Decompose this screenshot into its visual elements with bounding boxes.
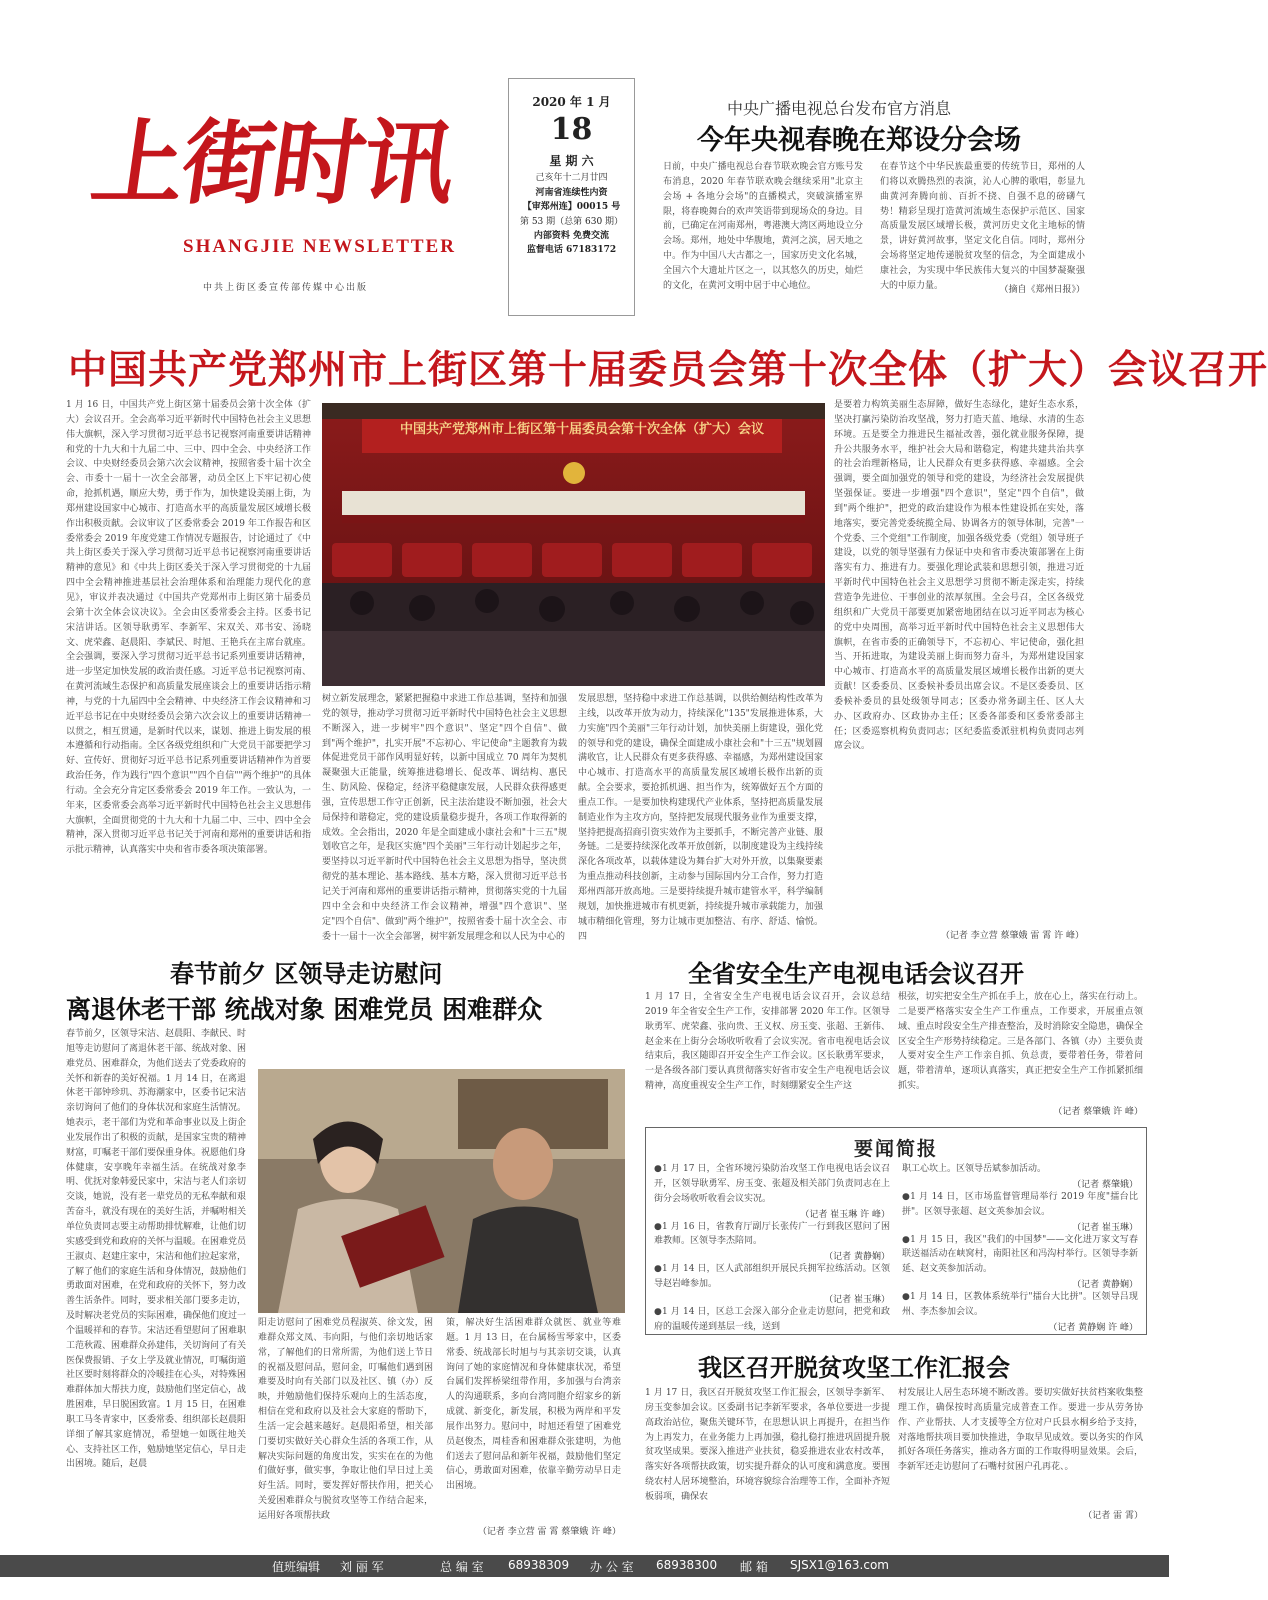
main-col2: 树立新发展理念，紧紧把握稳中求进工作总基调，坚持和加强党的领导，推动学习贯彻习近平新时代中国特色社会主义思想不断深入，进一步树牢"四个意识"、坚定"四个自信"、做到"两个维护"，扎实开展"不忘初心、牢记使命"主题教育为载体促进党员干部作风明显好转，以新中国成立 70 周年为契机凝聚强大正能量，统筹推进稳增长、促改革、调结构、惠民生、防风险、保稳定，经济平稳健康发展，人民群众获得感更强，宣传思想工作守正创新，民主法治建设不断加强，社会大局保持和谐稳定，党的建设质量稳步提升，各项工作取得新的成效。全会指出，2020 年是全面建成小康社会和"十三五"规划收官之年，是我区实施"四个美丽"三年行动计划起步之年，要坚持以习近平新时代中国特色社会主义思想为指导，坚决贯彻党的基本理论、基本路线、基本方略，深入贯彻习近平总书记关于河南和郑州的重要讲话指示精神，贯彻落实党的十九届四中全会和中央经济工作会议精神，增强"四个意识"、坚定"四个自信"、做到"两个维护"，按照省委十届十次全会、市委十一届十一次全会部署，树牢新发展理念和以人民为中心的: [322, 694, 567, 942]
brief-item: [902, 1233, 1138, 1291]
safety-byline: （记者 蔡肇娥 许 峰）: [1053, 1107, 1143, 1117]
visit-headline-2: 离退休老干部 统战对象 困难党员 困难群众: [66, 995, 543, 1024]
footer-editor-label: 值班编辑: [272, 1560, 321, 1574]
issue-year-month: 2020 年 1 月: [532, 95, 611, 109]
safety-headline: 全省安全生产电视电话会议召开: [688, 959, 1024, 988]
briefs-right-column: [902, 1162, 1138, 1333]
brief-item: [902, 1190, 1138, 1233]
safety-col2: 根弦，切实把安全生产抓在手上，放在心上，落实在行动上。二是要严格落实安全生产工作重点，工作要求，开展重点领域、重点时段安全生产排查整治，及时消除安全隐患，确保全区安全生产形势持续稳定。三是各部门、各镇（办）主要负责人要对安全生产工作亲自抓、负总责，要带着任务，带着问题，带着清单，逐项认真落实，真正把安全生产工作抓紧抓细抓实。: [898, 992, 1143, 1092]
visit-photo: [258, 1069, 625, 1313]
cctv-kicker: 中央广播电视总台发布官方消息: [727, 99, 952, 118]
issue-line4: 内部资料 免费交流: [533, 230, 610, 241]
news-briefs-title: 要闻简报: [853, 1138, 938, 1160]
brief-byline: （记者 黄静娴 许 峰）: [1048, 1322, 1138, 1333]
visit-col2: 阳走访慰问了困难党员程淑英、徐文发，困难群众郑文凤、韦向阳，与他们亲切地话家常，了解他们的日常所需，为他们送上节日的祝福及慰问品，慰问金，叮嘱他们遇到困难要及时向有关部门以及社区、镇（办）反映，并勉励他们保持乐观向上的生活态度，相信在党和政府以及社会大家庭的帮助下，生活一定会越来越好。赵晨阳希望，相关部门要切实做好关心群众生活的各项工作，从解决实际问题的角度出发，实实在在的为他们做好事，做实事，争取让他们早日过上美好生活。同时，要发挥好帮扶作用，把关心关爱困难群众与脱贫攻坚等工作结合起来，运用好各项帮扶政: [258, 1318, 433, 1521]
footer-mail[interactable]: SJSX1@163.com: [790, 1558, 889, 1572]
brief-text: ●1 月 14 日，区市场监督管理局举行 2019 年度"擂台比拼"。区领导张超、赵文英参加会议。: [902, 1191, 1138, 1217]
main-byline: （记者 李立营 蔡肇娥 雷 霄 许 峰）: [940, 931, 1084, 941]
footer-office-phone: 68938300: [656, 1558, 718, 1572]
issue-line5: 监督电话 67183172: [526, 245, 617, 256]
poverty-col2: 村发展让人居生态环境不断改善。要切实做好扶贫档案收集整理工作，确保按时高质量完成普查工作。要进一步从劳务协作、产业帮扶、人才支援等全方位对户氏县水桐乡给予支持，对落地帮扶项目要加快推进，争取早见成效。要以务实的作风抓好各项任务落实，推动各方面的工作取得明显效果。会后，李新军还走访慰问了石嘴村贫困户孔再花、。: [898, 1388, 1143, 1473]
brief-text: ●1 月 15 日，我区"我们的中国梦"——文化进万家文写春联送福活动在峡窝村，南阳社区和冯沟村举行。区领导李新延、赵文英参加活动。: [902, 1234, 1138, 1275]
visit-col3: 策，解决好生活困难群众就医、就业等难题。1 月 13 日，在台属杨雪琴家中，区委常委、统战部长时旭与与其亲切交谈，认真询问了她的家庭情况和身体健康状况，希望台属们发挥桥梁纽带作用，多加强与台湾亲人的沟通联系，多向台湾同胞介绍家乡的新成就、新变化，新发展，积极为两岸和平发展作出努力。慰问中，时旭还看望了困难党员赵俊杰，周桂香和困难群众张建明，为他们送去了慰问品和新年祝福，鼓励他们坚定信心，勇敢面对困难，依靠辛勤劳动早日走出困境。: [446, 1318, 621, 1492]
masthead: [55, 108, 515, 298]
main-headline: 中国共产党郑州市上街区第十届委员会第十次全体（扩大）会议召开: [68, 347, 1268, 393]
visit-byline: （记者 李立营 雷 霄 蔡肇娥 许 峰）: [477, 1527, 621, 1537]
brief-byline: （记者 蔡肇娥）: [1072, 1179, 1138, 1190]
masthead-publisher: 中共上街区委宣传部传媒中心出版: [203, 283, 369, 293]
news-briefs-box: [645, 1127, 1147, 1335]
brief-text: ●1 月 16 日，省教育厅副厅长张传广一行到我区慰问了困难教师。区领导李杰陪同。: [654, 1221, 890, 1247]
issue-line2: 【审郑州连】00015 号: [522, 202, 621, 213]
visit-photo-image: [258, 1069, 625, 1313]
briefs-left-column: [654, 1162, 890, 1335]
brief-text: 职工心坎上。区领导岳斌参加活动。: [902, 1164, 1047, 1174]
poverty-byline: （记者 雷 霄）: [1083, 1511, 1143, 1521]
meeting-photo-image: [322, 403, 825, 686]
visit-headline-1: 春节前夕 区领导走访慰问: [170, 959, 443, 988]
visit-col1: 春节前夕，区领导宋洁、赵晨阳、李献民、时旭等走访慰问了离退休老干部、统战对象、困难党员、困难群众，为他们送去了党委政府的关怀和新春的美好祝福。1 月 14 日，在离退休老干部钟珍玑、苏海潮家中，区委书记宋洁亲切询问了他们的身体状况和家庭生活情况。她表示，老干部们为党和革命事业以及上街企业发展作出了积极的贡献，是国家宝贵的精神财富，叮嘱老干部们要保重身体。祝愿他们身体健康，安享晚年幸福生活。在统战对象李明、优抚对象韩爱民家中，宋洁与老人们亲切交谈，她说，没有老一辈党员的无私奉献和艰苦奋斗，就没有现在的美好生活，并嘱咐相关单位负责同志要主动帮助排忧解难，让他们切实感受到党和政府的关怀与温暖。在困难党员王淑贞、赵建庄家中，宋洁和他们拉起家常，了解了他们的家庭生活和身体情况，鼓励他们勇敢面对困难，在党和政府的关怀下，努力改善生活条件。同时，要求相关部门要多走访，及时解决老党员的实际困难，确保他们度过一个温暖祥和的春节。宋洁还看望慰问了困难职工范秋霞、困难群众孙建伟，关切询问了有关医保费报销、子女上学及就业情况，叮嘱街道社区要时刻将群众的冷暖挂在心头，对特殊困难群体加大帮扶力度，鼓励他们坚定信心，战胜困难，早日脱困致富。1 月 15 日，在困难职工马冬青家中，区委常委、组织部长赵晨阳详细了解其家庭情况，希望她一如既往地关心、支持社区工作，勉励她坚定信心，早日走出困境。随后，赵晨: [66, 1029, 247, 1470]
cctv-col2: 在春节这个中华民族最重要的传统节日，郑州的人们将以欢腾热烈的表演，沁人心脾的歌唱，彰显九曲黄河奔腾向前、百折不挠、自强不息的磅礴气势！精彩呈现打造黄河流域生态保护示范区、国家高质量发展区域增长极，黄河历史文化主地标的情景，讲好黄河故事，坚定文化自信。同时，郑州分会场将坚定地传递脱贫攻坚的信念，为全面建成小康社会，为实现中华民族伟大复兴的中国梦凝聚强大的中原力量。: [880, 162, 1085, 291]
footer-mail-label: 邮 箱: [740, 1560, 768, 1574]
brief-item: [654, 1220, 890, 1263]
poverty-col1: 1 月 17 日，我区召开脱贫攻坚工作汇报会，区领导李新军、房玉变参加会议。区委副书记李新军要求，各单位要进一步提高政治站位，聚焦关键环节，在思想认识上再提升，在担当作为上再发力，在业务能力上再加强，稳扎稳打推进巩固提升脱贫攻坚成果。要深入推进产业扶贫，稳妥推进农业农村改革，落实好各项帮扶政策，切实提升群众的认可度和满意度。要围绕农村人居环境整治，环境容貌综合治理等工作，全面补齐短板弱项，确保农: [645, 1388, 890, 1502]
issue-info-box: [508, 78, 635, 316]
footer-bar: [0, 1555, 1169, 1577]
masthead-logo: 上街时讯: [85, 109, 461, 217]
footer-chief-label: 总 编 室: [440, 1560, 484, 1574]
issue-lunar-date: 己亥年十二月廿四: [535, 173, 608, 184]
brief-item: [654, 1262, 890, 1305]
footer-chief-phone: 68938309: [508, 1558, 570, 1572]
brief-item: [654, 1162, 890, 1220]
main-col4: 是要着力构筑美丽生态屏障，做好生态绿化，建好生态水系，坚决打赢污染防治攻坚战，努力打造天蓝、地绿、水清的生态环境。五是要全力推进民生福祉改善，强化就业服务保障，提升公共服务水平，维护社会大局和谐稳定，构建共建共治共享的社会治理新格局，让人民群众有更多获得感、幸福感。全会强调，要全面加强党的领导和党的建设，为经济社会发展提供坚强保证。要进一步增强"四个意识"，坚定"四个自信"，做到"两个维护"，把党的政治建设作为根本性建设抓在实处，落地落实，要完善党委统揽全局、协调各方的领导体制，完善"一个党委、三个党组"工作制度，加强各级党委（党组）领导班子建设，以党的领导坚强有力保证中央和省市委决策部署在上街落实有力、推进有力。要强化理论武装和思想引领，推进习近平新时代中国特色社会主义思想学习贯彻不断走深走实，持续营造争先进位、干事创业的浓厚氛围。全会号召，全区各级党组织和广大党员干部要更加紧密地团结在以习近平同志为核心的党中央周围，高举习近平新时代中国特色社会主义思想伟大旗帜，在省市委的正确领导下，不忘初心、牢记使命，强化担当、开拓进取，为建设美丽上街而努力奋斗，为郑州建设国家中心城市、打造高水平的高质量发展区域增长极作出新的更大贡献！区委委员、区委候补委员出席会议。不是区委委员、区委候补委员的县处级领导同志；区委办常务副主任、区人大办、区政府办、区政协办主任；区委各部委和区委常委部主任；区委巡察机构负责同志；区纪委监委派驻机构负责同志列席会议。: [834, 400, 1084, 752]
brief-byline: （记者 崔玉琳）: [824, 1294, 890, 1305]
safety-col1: 1 月 17 日，全省安全生产电视电话会议召开，会议总结 2019 年全省安全生产工作，安排部署 2020 年工作。区领导耿勇军、虎荣鑫、张向贵、王义权、房玉变、张超、王新伟、赵金来在上街分会场收听收看了会议实况。省市电视电话会议结束后，我区随即召开安全生产工作会议。区长耿勇军要求，一是各级各部门要认真贯彻落实好省市安全生产电视电话会议精神，高度重视安全生产工作，时刻绷紧安全生产这: [645, 992, 890, 1092]
main-col1: 1 月 16 日，中国共产党上街区第十届委员会第十次全体（扩大）会议召开。全会高举习近平新时代中国特色社会主义思想伟大旗帜，深入学习贯彻习近平总书记视察河南重要讲话精神和党的十九大和十九届二中、三中、四中全会、中央经济工作会议、中央财经委员会第六次会议精神，按照省委十届十次全会、市委十一届十一次全会部署，动员全区上下牢记初心使命，抢抓机遇，顺应大势，勇于作为，加快建设美丽上街，为郑州建设国家中心城市、打造高水平的高质量发展区域增长极作出积极贡献。会议审议了区委常委会 2019 年工作报告和区委常委会 2019 年度党建工作情况专题报告，讨论通过了《中共上街区委关于深入学习贯彻习近平总书记视察河南重要讲话精神的意见》和《中共上街区委关于深入学习贯彻党的十九届四中全会精神推进基层社会治理体系和治理能力现代化的意见》，审议并表决通过《中国共产党郑州市上街区第十届委员会第十次全体会议决议》。全会由区委常委会主持。区委书记宋洁讲话。区领导耿勇军、李新军、宋双关、邓书安、汤晓文、虎荣鑫、赵晨阳、李斌民、时旭、王艳兵在主席台就座。全会强调，要深入学习贯彻习近平总书记系列重要讲话精神，进一步坚定加快发展的政治责任感。习近平总书记视察河南、在黄河流域生态保护和高质量发展座谈会上的重要讲话指示精神，与党的十九届四中全会精神、中央经济工作会议精神和习近平总书记在中央财经委员会第六次会议上的重要讲话精神一以贯之，相互贯通，是新时代以来，谋划、推进上街发展的根本遵循和行动指南。全区各级党组织和广大党员干部要把学习好、宣传好、贯彻好习近平总书记系列重要讲话精神作为首要政治任务，作为践行"四个意识""四个自信""两个维护"的具体行动。全会充分肯定区委常委会 2019 年工作。一致认为，一年来，区委常委会高举习近平新时代中国特色社会主义思想伟大旗帜，全面贯彻党的十九大和十九届二中、三中、四中全会精神，深入贯彻习近平总书记关于河南和郑州的重要讲话和指示批示精神，认真落实中央和省市委各项决策部署。: [66, 400, 311, 856]
meeting-photo: [322, 403, 825, 686]
cctv-col1: 日前，中央广播电视总台春节联欢晚会官方账号发布消息，2020 年春节联欢晚会继续采用"北京主会场 + 各地分会场"的直播模式，突破演播室界限，将春晚舞台的欢声笑语带到现场众的身边。目前，已确定在河南郑州，粤港澳大湾区两地设立分会场。郑州，地处中华腹地，黄河之滨，居天地之中。作为中国八大古都之一，国家历史文化名城，全国六个大遗址片区之一，以其悠久的历史，灿烂的文化，在黄河文明中居于中心地位。: [663, 162, 863, 291]
brief-text: ●1 月 14 日，区人武部组织开展民兵拥军拉练活动。区领导赵岩峰参加。: [654, 1264, 890, 1290]
brief-item: [654, 1305, 890, 1335]
brief-item: [902, 1290, 1138, 1333]
brief-byline: （记者 崔玉琳）: [1072, 1222, 1138, 1233]
footer-office-label: 办 公 室: [590, 1560, 634, 1574]
brief-byline: （记者 黄静娴）: [1072, 1280, 1138, 1291]
masthead-english: SHANGJIE NEWSLETTER: [183, 236, 456, 257]
brief-item: [902, 1162, 1138, 1190]
meeting-photo-banner: 中国共产党郑州市上街区第十届委员会第十次全体（扩大）会议: [399, 422, 764, 437]
issue-line3: 第 53 期（总第 630 期）: [519, 216, 624, 227]
issue-day: 18: [550, 112, 593, 148]
brief-text: ●1 月 14 日，区总工会深入部分企业走访慰问，把党和政府的温暖传递到基层一线，送到: [654, 1306, 890, 1332]
footer-editor: 刘 丽 军: [340, 1560, 384, 1574]
brief-byline: （记者 黄静娴）: [824, 1252, 890, 1263]
cctv-source: （摘自《郑州日报》）: [999, 285, 1085, 295]
brief-text: ●1 月 14 日，区教体系统举行"擂台大比拼"。区领导吕现州、李杰参加会议。: [902, 1292, 1138, 1317]
cctv-headline: 今年央视春晚在郑设分会场: [697, 125, 1021, 156]
main-col3: 发展思想，坚持稳中求进工作总基调，以供给侧结构性改革为主线，以改革开放为动力，持续深化"135"发展推进体系，大力实施"四个美丽"三年行动计划，加快美丽上街建设，强化党的领导和党的建设，确保全面建成小康社会和"十三五"规划圆满收官，让人民群众有更多获得感、幸福感，为郑州建设国家中心城市、打造高水平的高质量发展区域增长极作出新的贡献。全会要求，要抢抓机遇、担当作为，统筹做好五个方面的重点工作。一是要加快构建现代产业体系，坚持把高质量发展制造业作为主攻方向，坚持把发展现代服务业作为重要支撑，坚持把提高招商引资实效作为主要抓手，不断完善产业链、服务链。二是要持续深化改革开放创新，以制度建设为主线持续深化各项改革，以载体建设为舞台扩大对外开放，以集聚要素为重点推动科技创新，主动参与国际国内分工合作，努力打造郑州西部开放高地。三是要持续提升城市建管水平，科学编制规划，加快推进城市有机更新，持续提升城市承载能力，加强城市精细化管理，努力让城市更加整洁、有序、舒适、愉悦。四: [578, 694, 823, 942]
poverty-headline: 我区召开脱贫攻坚工作汇报会: [698, 1353, 1010, 1382]
issue-weekday: 星 期 六: [549, 154, 594, 169]
brief-text: ●1 月 17 日，全省环境污染防治攻坚工作电视电话会议召开，区领导耿勇军、房玉变、张超及相关部门负责同志在上街分会场收听收看会议实况。: [654, 1164, 890, 1204]
brief-byline: （记者 崔玉琳 许 峰）: [800, 1209, 890, 1220]
issue-line1: 河南省连续性内资: [535, 187, 608, 198]
